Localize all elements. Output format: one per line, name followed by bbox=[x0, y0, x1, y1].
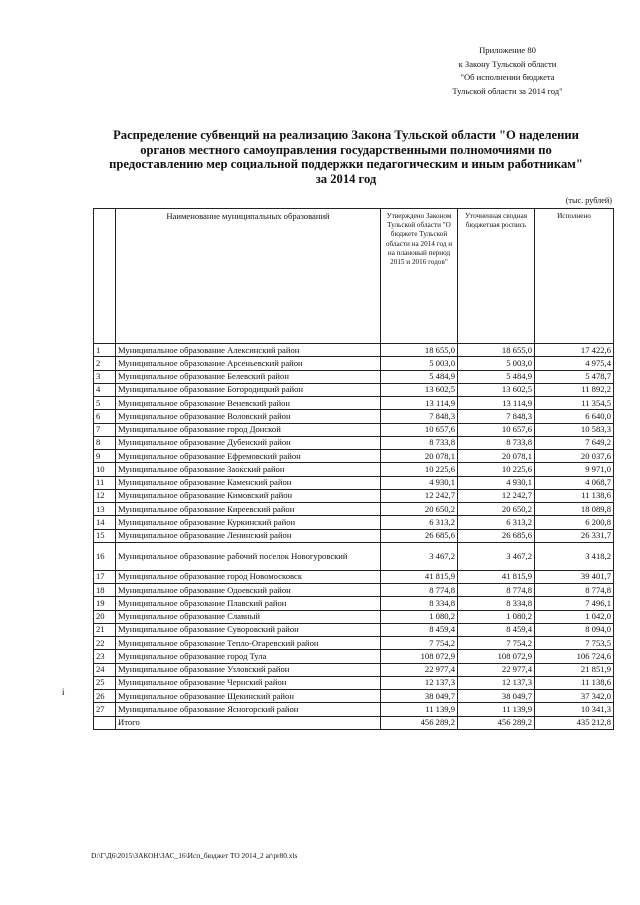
approved-value: 8 774,8 bbox=[381, 584, 458, 597]
refined-value: 12 137,3 bbox=[458, 676, 535, 689]
row-number: 25 bbox=[94, 676, 116, 689]
refined-value: 3 467,2 bbox=[458, 542, 535, 570]
municipality-name: Муниципальное образование Ленинский район bbox=[116, 529, 381, 542]
table-row bbox=[94, 503, 614, 516]
executed-value: 7 496,1 bbox=[535, 597, 614, 610]
table-row bbox=[94, 663, 614, 676]
row-number: 19 bbox=[94, 597, 116, 610]
margin-mark: i bbox=[62, 687, 65, 697]
refined-value: 13 602,5 bbox=[458, 383, 535, 396]
total-label: Итого bbox=[116, 716, 381, 729]
executed-value: 1 042,0 bbox=[535, 610, 614, 623]
executed-value: 18 089,8 bbox=[535, 503, 614, 516]
refined-value: 10 657,6 bbox=[458, 423, 535, 436]
title-line: предоставлению мер социальной поддержки педагогическим и иным работникам" bbox=[109, 157, 583, 172]
executed-value: 39 401,7 bbox=[535, 570, 614, 583]
approved-value: 20 650,2 bbox=[381, 503, 458, 516]
approved-value: 10 225,6 bbox=[381, 463, 458, 476]
refined-value: 5 003,0 bbox=[458, 357, 535, 370]
refined-value: 41 815,9 bbox=[458, 570, 535, 583]
refined-value: 1 080,2 bbox=[458, 610, 535, 623]
row-number: 23 bbox=[94, 650, 116, 663]
row-number: 21 bbox=[94, 623, 116, 636]
municipality-name: Муниципальное образование Арсеньевский район bbox=[116, 357, 381, 370]
municipality-name: Муниципальное образование Кимовский район bbox=[116, 489, 381, 502]
executed-value: 8 094,0 bbox=[535, 623, 614, 636]
executed-value: 5 478,7 bbox=[535, 370, 614, 383]
approved-value: 13 602,5 bbox=[381, 383, 458, 396]
total-row bbox=[94, 716, 614, 729]
executed-value: 4 068,7 bbox=[535, 476, 614, 489]
municipality-name: Муниципальное образование рабочий поселок Новогуровский bbox=[116, 542, 381, 570]
municipality-name: Муниципальное образование Одоевский район bbox=[116, 584, 381, 597]
municipality-name: Муниципальное образование город Донской bbox=[116, 423, 381, 436]
refined-value: 8 334,8 bbox=[458, 597, 535, 610]
row-number: 15 bbox=[94, 529, 116, 542]
row-number: 1 bbox=[94, 344, 116, 357]
municipality-name: Муниципальное образование Чернский район bbox=[116, 676, 381, 689]
table-row bbox=[94, 516, 614, 529]
table-row bbox=[94, 610, 614, 623]
row-number: 7 bbox=[94, 423, 116, 436]
row-number: 26 bbox=[94, 690, 116, 703]
refined-value: 4 930,1 bbox=[458, 476, 535, 489]
table-row bbox=[94, 357, 614, 370]
total-executed: 435 212,8 bbox=[535, 716, 614, 729]
header-num bbox=[94, 209, 116, 344]
table-row bbox=[94, 450, 614, 463]
executed-value: 6 200,8 bbox=[535, 516, 614, 529]
executed-value: 106 724,6 bbox=[535, 650, 614, 663]
approved-value: 20 078,1 bbox=[381, 450, 458, 463]
municipality-name: Муниципальное образование Щекинский район bbox=[116, 690, 381, 703]
executed-value: 6 640,0 bbox=[535, 410, 614, 423]
row-number: 20 bbox=[94, 610, 116, 623]
refined-value: 22 977,4 bbox=[458, 663, 535, 676]
refined-value: 8 459,4 bbox=[458, 623, 535, 636]
approved-value: 108 072,9 bbox=[381, 650, 458, 663]
row-number: 27 bbox=[94, 703, 116, 716]
row-number: 12 bbox=[94, 489, 116, 502]
row-number: 11 bbox=[94, 476, 116, 489]
municipality-name: Муниципальное образование город Тула bbox=[116, 650, 381, 663]
executed-value: 26 331,7 bbox=[535, 529, 614, 542]
executed-value: 7 649,2 bbox=[535, 436, 614, 449]
executed-value: 8 774,8 bbox=[535, 584, 614, 597]
executed-value: 37 342,0 bbox=[535, 690, 614, 703]
row-number: 10 bbox=[94, 463, 116, 476]
municipality-name: Муниципальное образование Каменский район bbox=[116, 476, 381, 489]
executed-value: 11 892,2 bbox=[535, 383, 614, 396]
table-row bbox=[94, 344, 614, 357]
approved-value: 12 137,3 bbox=[381, 676, 458, 689]
appendix-line: Тульской области за 2014 год" bbox=[452, 85, 563, 96]
municipality-name: Муниципальное образование Узловский район bbox=[116, 663, 381, 676]
municipality-name: Муниципальное образование Тепло-Огаревский район bbox=[116, 637, 381, 650]
table-row bbox=[94, 489, 614, 502]
approved-value: 7 754,2 bbox=[381, 637, 458, 650]
municipality-name: Муниципальное образование Богородицкий район bbox=[116, 383, 381, 396]
approved-value: 4 930,1 bbox=[381, 476, 458, 489]
executed-value: 7 753,5 bbox=[535, 637, 614, 650]
table-row bbox=[94, 623, 614, 636]
row-number: 18 bbox=[94, 584, 116, 597]
refined-value: 8 733,8 bbox=[458, 436, 535, 449]
refined-value: 13 114,9 bbox=[458, 397, 535, 410]
refined-value: 38 049,7 bbox=[458, 690, 535, 703]
row-number: 24 bbox=[94, 663, 116, 676]
executed-value: 20 037,6 bbox=[535, 450, 614, 463]
document-title bbox=[100, 128, 592, 186]
table-row bbox=[94, 410, 614, 423]
title-line: органов местного самоуправления государственными полномочиями по bbox=[140, 142, 552, 157]
table-row bbox=[94, 650, 614, 663]
approved-value: 5 003,0 bbox=[381, 357, 458, 370]
municipality-name: Муниципальное образование Плавский район bbox=[116, 597, 381, 610]
appendix-line: к Закону Тульской области bbox=[458, 58, 557, 69]
executed-value: 10 583,3 bbox=[535, 423, 614, 436]
approved-value: 26 685,6 bbox=[381, 529, 458, 542]
executed-value: 11 138,6 bbox=[535, 676, 614, 689]
approved-value: 38 049,7 bbox=[381, 690, 458, 703]
table-row bbox=[94, 436, 614, 449]
title-line: Распределение субвенций на реализацию Закона Тульской области "О наделении bbox=[113, 128, 579, 142]
row-number: 5 bbox=[94, 397, 116, 410]
row-number: 8 bbox=[94, 436, 116, 449]
refined-value: 20 650,2 bbox=[458, 503, 535, 516]
table-row bbox=[94, 476, 614, 489]
refined-value: 11 139,9 bbox=[458, 703, 535, 716]
title-line: за 2014 год bbox=[315, 171, 377, 186]
row-number: 4 bbox=[94, 383, 116, 396]
approved-value: 10 657,6 bbox=[381, 423, 458, 436]
header-refined: Уточненная сводная бюджетная роспись bbox=[458, 209, 535, 344]
executed-value: 17 422,6 bbox=[535, 344, 614, 357]
approved-value: 3 467,2 bbox=[381, 542, 458, 570]
approved-value: 1 080,2 bbox=[381, 610, 458, 623]
executed-value: 11 138,6 bbox=[535, 489, 614, 502]
table-row bbox=[94, 542, 614, 570]
approved-value: 13 114,9 bbox=[381, 397, 458, 410]
row-number: 3 bbox=[94, 370, 116, 383]
approved-value: 22 977,4 bbox=[381, 663, 458, 676]
appendix-line: Приложение 80 bbox=[479, 45, 536, 55]
table-body bbox=[94, 344, 614, 730]
executed-value: 11 354,5 bbox=[535, 397, 614, 410]
approved-value: 5 484,9 bbox=[381, 370, 458, 383]
table-row bbox=[94, 529, 614, 542]
header-approved: Утверждено Законом Тульской области "О бюджете Тульской области на 2014 год и на плановый период 2015 и 2016 годов" bbox=[381, 209, 458, 344]
municipality-name: Муниципальное образование Славный bbox=[116, 610, 381, 623]
refined-value: 7 848,3 bbox=[458, 410, 535, 423]
municipality-name: Муниципальное образование Заокский район bbox=[116, 463, 381, 476]
table-row bbox=[94, 370, 614, 383]
table-row bbox=[94, 463, 614, 476]
municipality-name: Муниципальное образование Ефремовский район bbox=[116, 450, 381, 463]
refined-value: 10 225,6 bbox=[458, 463, 535, 476]
municipality-name: Муниципальное образование Алексинский район bbox=[116, 344, 381, 357]
total-approved: 456 289,2 bbox=[381, 716, 458, 729]
row-number: 22 bbox=[94, 637, 116, 650]
table-row bbox=[94, 703, 614, 716]
table-row bbox=[94, 597, 614, 610]
municipality-name: Муниципальное образование Дубенский район bbox=[116, 436, 381, 449]
refined-value: 18 655,0 bbox=[458, 344, 535, 357]
executed-value: 3 418,2 bbox=[535, 542, 614, 570]
executed-value: 9 971,0 bbox=[535, 463, 614, 476]
approved-value: 12 242,7 bbox=[381, 489, 458, 502]
table-row bbox=[94, 584, 614, 597]
appendix-block bbox=[400, 44, 615, 98]
table-row bbox=[94, 637, 614, 650]
municipality-name: Муниципальное образование Киреевский район bbox=[116, 503, 381, 516]
executed-value: 21 851,9 bbox=[535, 663, 614, 676]
refined-value: 8 774,8 bbox=[458, 584, 535, 597]
appendix-line: "Об исполнении бюджета bbox=[460, 72, 555, 83]
approved-value: 11 139,9 bbox=[381, 703, 458, 716]
refined-value: 6 313,2 bbox=[458, 516, 535, 529]
municipality-name: Муниципальное образование Ясногорский район bbox=[116, 703, 381, 716]
refined-value: 108 072,9 bbox=[458, 650, 535, 663]
row-number: 17 bbox=[94, 570, 116, 583]
municipality-name: Муниципальное образование Воловский район bbox=[116, 410, 381, 423]
municipality-name: Муниципальное образование Белевский район bbox=[116, 370, 381, 383]
total-refined: 456 289,2 bbox=[458, 716, 535, 729]
row-number: 14 bbox=[94, 516, 116, 529]
municipality-name: Муниципальное образование Суворовский район bbox=[116, 623, 381, 636]
header-executed: Исполнено bbox=[535, 209, 614, 344]
table-row bbox=[94, 570, 614, 583]
table-row bbox=[94, 423, 614, 436]
approved-value: 7 848,3 bbox=[381, 410, 458, 423]
municipality-name: Муниципальное образование Веневский район bbox=[116, 397, 381, 410]
executed-value: 4 975,4 bbox=[535, 357, 614, 370]
row-number: 2 bbox=[94, 357, 116, 370]
municipality-name: Муниципальное образование Куркинский район bbox=[116, 516, 381, 529]
executed-value: 10 341,3 bbox=[535, 703, 614, 716]
row-number: 9 bbox=[94, 450, 116, 463]
approved-value: 8 733,8 bbox=[381, 436, 458, 449]
refined-value: 12 242,7 bbox=[458, 489, 535, 502]
subvention-table bbox=[93, 208, 614, 730]
header-name: Наименование муниципальных образований bbox=[116, 209, 381, 344]
approved-value: 8 334,8 bbox=[381, 597, 458, 610]
table-header-row bbox=[94, 209, 614, 344]
footer-file-path: D:\Г\Д6\2015\ЗАКОН\ЗАС_16\Исп_бюджет ТО 2014_2 ar\pr80.xls bbox=[91, 851, 298, 860]
municipality-name: Муниципальное образование город Новомосковск bbox=[116, 570, 381, 583]
refined-value: 5 484,9 bbox=[458, 370, 535, 383]
table-row bbox=[94, 397, 614, 410]
approved-value: 8 459,4 bbox=[381, 623, 458, 636]
refined-value: 26 685,6 bbox=[458, 529, 535, 542]
approved-value: 6 313,2 bbox=[381, 516, 458, 529]
approved-value: 41 815,9 bbox=[381, 570, 458, 583]
approved-value: 18 655,0 bbox=[381, 344, 458, 357]
row-number: 6 bbox=[94, 410, 116, 423]
table-row bbox=[94, 676, 614, 689]
row-number: 16 bbox=[94, 542, 116, 570]
row-number: 13 bbox=[94, 503, 116, 516]
total-number bbox=[94, 716, 116, 729]
refined-value: 20 078,1 bbox=[458, 450, 535, 463]
table-row bbox=[94, 383, 614, 396]
table-row bbox=[94, 690, 614, 703]
refined-value: 7 754,2 bbox=[458, 637, 535, 650]
units-label: (тыс. рублей) bbox=[565, 196, 612, 205]
